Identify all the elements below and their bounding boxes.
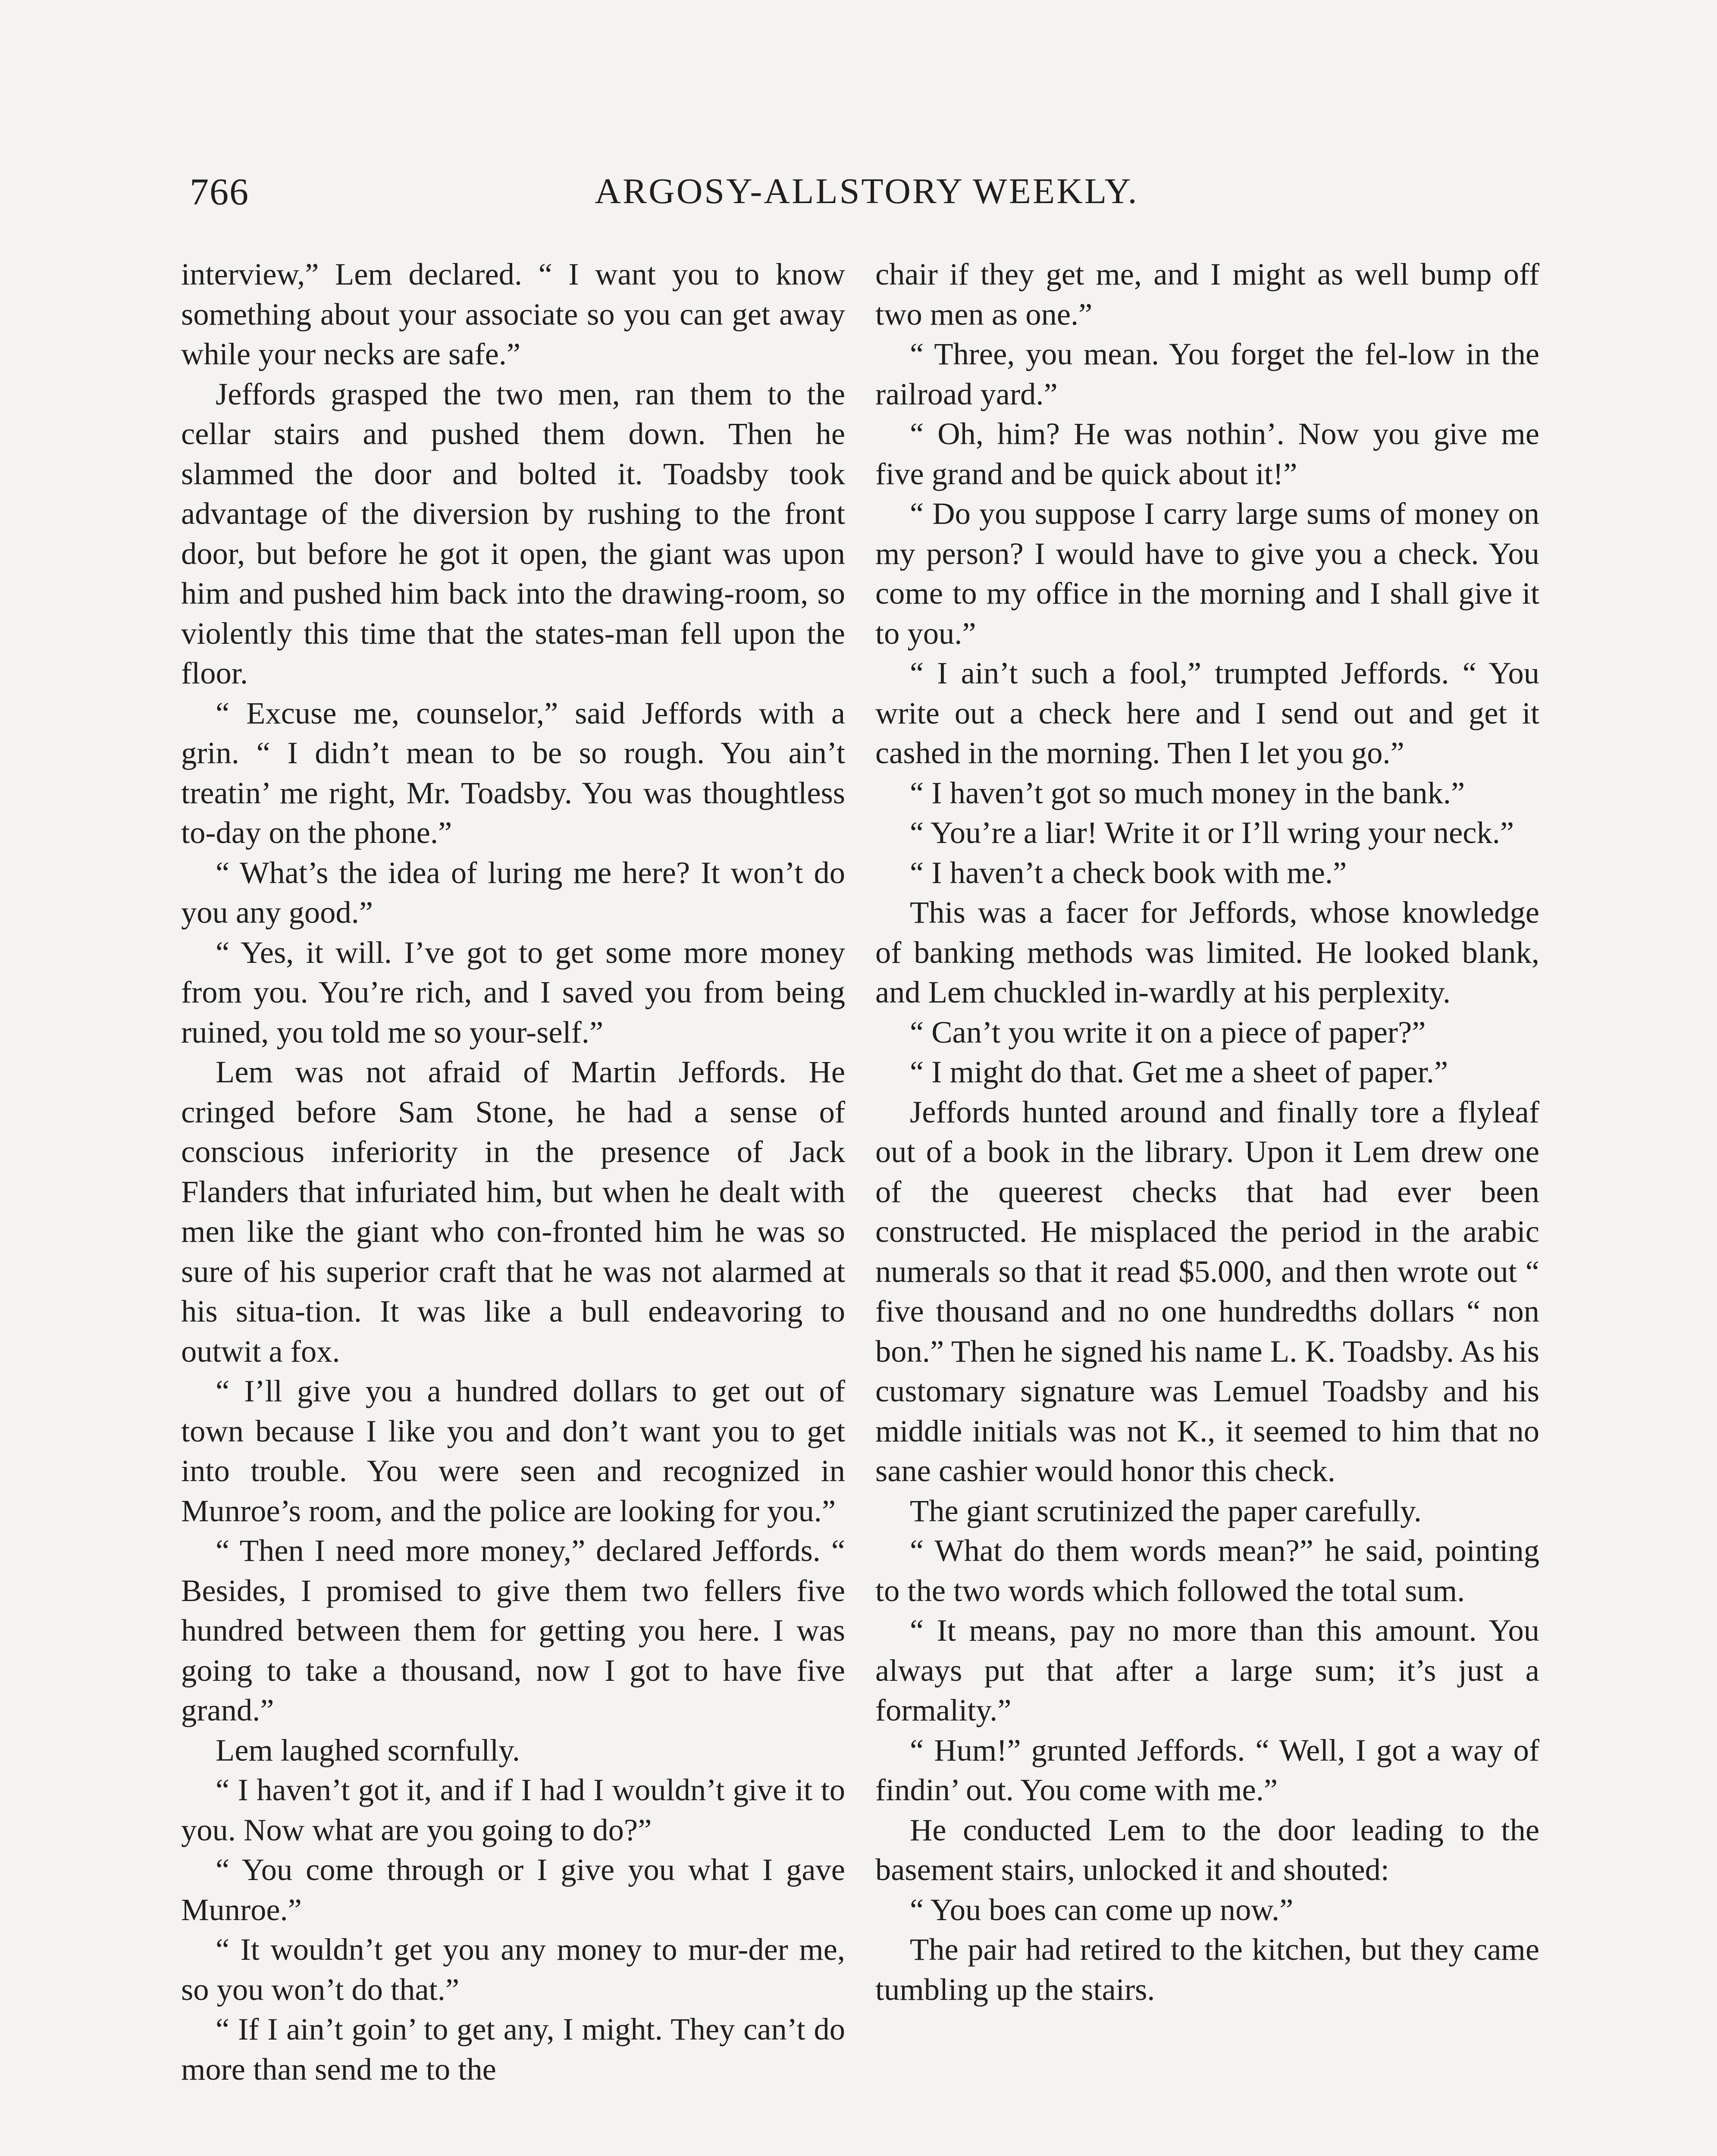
- paragraph: “ You boes can come up now.”: [910, 1892, 1294, 1927]
- paragraph: This was a facer for Jeffords, whose knowledge of banking methods was limited. He looked blank, and Lem chuckled in-wardly at his perplexity.: [875, 895, 1539, 1009]
- left-column: [181, 254, 845, 2156]
- paragraph: “ Hum!” grunted Jeffords. “ Well, I got a way of findin’ out. You come with me.”: [875, 1732, 1539, 1807]
- paragraph: Lem laughed scornfully.: [216, 1732, 520, 1767]
- paragraph: “ You come through or I give you what I gave Munroe.”: [181, 1852, 845, 1927]
- paragraph: Lem was not afraid of Martin Jeffords. He cringed before Sam Stone, he had a sense of conscious inferiority in the presence of Jack Flanders that infuriated him, but when he dealt with men like the giant who con-fronted him he was so sure of his superior craft that he was not alarmed at his situa-tion. It was like a bull endeavoring to outwit a fox.: [181, 1054, 845, 1369]
- paragraph: “ I might do that. Get me a sheet of paper.”: [910, 1054, 1448, 1089]
- page-number: 766: [190, 171, 249, 213]
- paragraph: He conducted Lem to the door leading to the basement stairs, unlocked it and shouted:: [875, 1812, 1539, 1887]
- paragraph: The giant scrutinized the paper carefully.: [910, 1493, 1422, 1528]
- paragraph: “ Then I need more money,” declared Jeffords. “ Besides, I promised to give them two fellers five hundred between them for getting you here. I was going to take a thousand, now I got to have five grand.”: [181, 1533, 845, 1727]
- paragraph: “ Excuse me, counselor,” said Jeffords with a grin. “ I didn’t mean to be so rough. You ain’t treatin’ me right, Mr. Toadsby. You was thoughtless to-day on the phone.”: [181, 695, 845, 850]
- paragraph: chair if they get me, and I might as well bump off two men as one.”: [875, 257, 1539, 332]
- paragraph: “ If I ain’t goin’ to get any, I might. They can’t do more than send me to the: [181, 2012, 845, 2087]
- paragraph: “ It wouldn’t get you any money to mur-der me, so you won’t do that.”: [181, 1932, 845, 2007]
- paragraph: The pair had retired to the kitchen, but they came tumbling up the stairs.: [875, 1932, 1539, 2007]
- paragraph: “ Can’t you write it on a piece of paper?”: [910, 1014, 1426, 1050]
- right-column: [875, 254, 1539, 2156]
- paragraph: “ I ain’t such a fool,” trumpted Jeffords. “ You write out a check here and I send out and get it cashed in the morning. Then I let you go.”: [875, 655, 1539, 770]
- paragraph: “ Do you suppose I carry large sums of money on my person? I would have to give you a check. You come to my office in the morning and I shall give it to you.”: [875, 496, 1539, 651]
- paragraph: Jeffords grasped the two men, ran them to the cellar stairs and pushed them down. Then he slammed the door and bolted it. Toadsby took advantage of the diversion by rushing to the front door, but before he got it open, the giant was upon him and pushed him back into the drawing-room, so violently this time that the states-man fell upon the floor.: [181, 376, 845, 690]
- paragraph: interview,” Lem declared. “ I want you to know something about your associate so you can get away while your necks are safe.”: [181, 257, 845, 371]
- text-columns: [181, 254, 1539, 2156]
- paragraph: “ I’ll give you a hundred dollars to get out of town because I like you and don’t want you to get into trouble. You were seen and recognized in Munroe’s room, and the police are looking for you.”: [181, 1373, 845, 1528]
- paragraph: “ Oh, him? He was nothin’. Now you give me five grand and be quick about it!”: [875, 416, 1539, 491]
- paragraph: “ What’s the idea of luring me here? It won’t do you any good.”: [181, 855, 845, 930]
- running-head: ARGOSY-ALLSTORY WEEKLY.: [595, 171, 1139, 211]
- paragraph: “ What do them words mean?” he said, pointing to the two words which followed the total sum.: [875, 1533, 1539, 1608]
- paragraph: Jeffords hunted around and finally tore a flyleaf out of a book in the library. Upon it Lem drew one of the queerest checks that had ever been constructed. He misplaced the period in the arabic numerals so that it read $5.000, and then wrote out “ five thousand and no one hundredths dollars “ non bon.” Then he signed his name L. K. Toadsby. As his customary signature was Lemuel Toadsby and his middle initials was not K., it seemed to him that no sane cashier would honor this check.: [875, 1094, 1539, 1488]
- paragraph: “ Three, you mean. You forget the fel-low in the railroad yard.”: [875, 336, 1539, 411]
- page-header: [177, 170, 1557, 226]
- paragraph: “ I haven’t got it, and if I had I wouldn’t give it to you. Now what are you going to do?”: [181, 1772, 845, 1847]
- paragraph: “ I haven’t a check book with me.”: [910, 855, 1347, 890]
- paragraph: “ It means, pay no more than this amount. You always put that after a large sum; it’s just a formality.”: [875, 1613, 1539, 1727]
- paragraph: “ You’re a liar! Write it or I’ll wring your neck.”: [910, 815, 1514, 850]
- paragraph: “ I haven’t got so much money in the bank.”: [910, 775, 1465, 810]
- paragraph: “ Yes, it will. I’ve got to get some more money from you. You’re rich, and I saved you from being ruined, you told me so your-self.”: [181, 934, 845, 1050]
